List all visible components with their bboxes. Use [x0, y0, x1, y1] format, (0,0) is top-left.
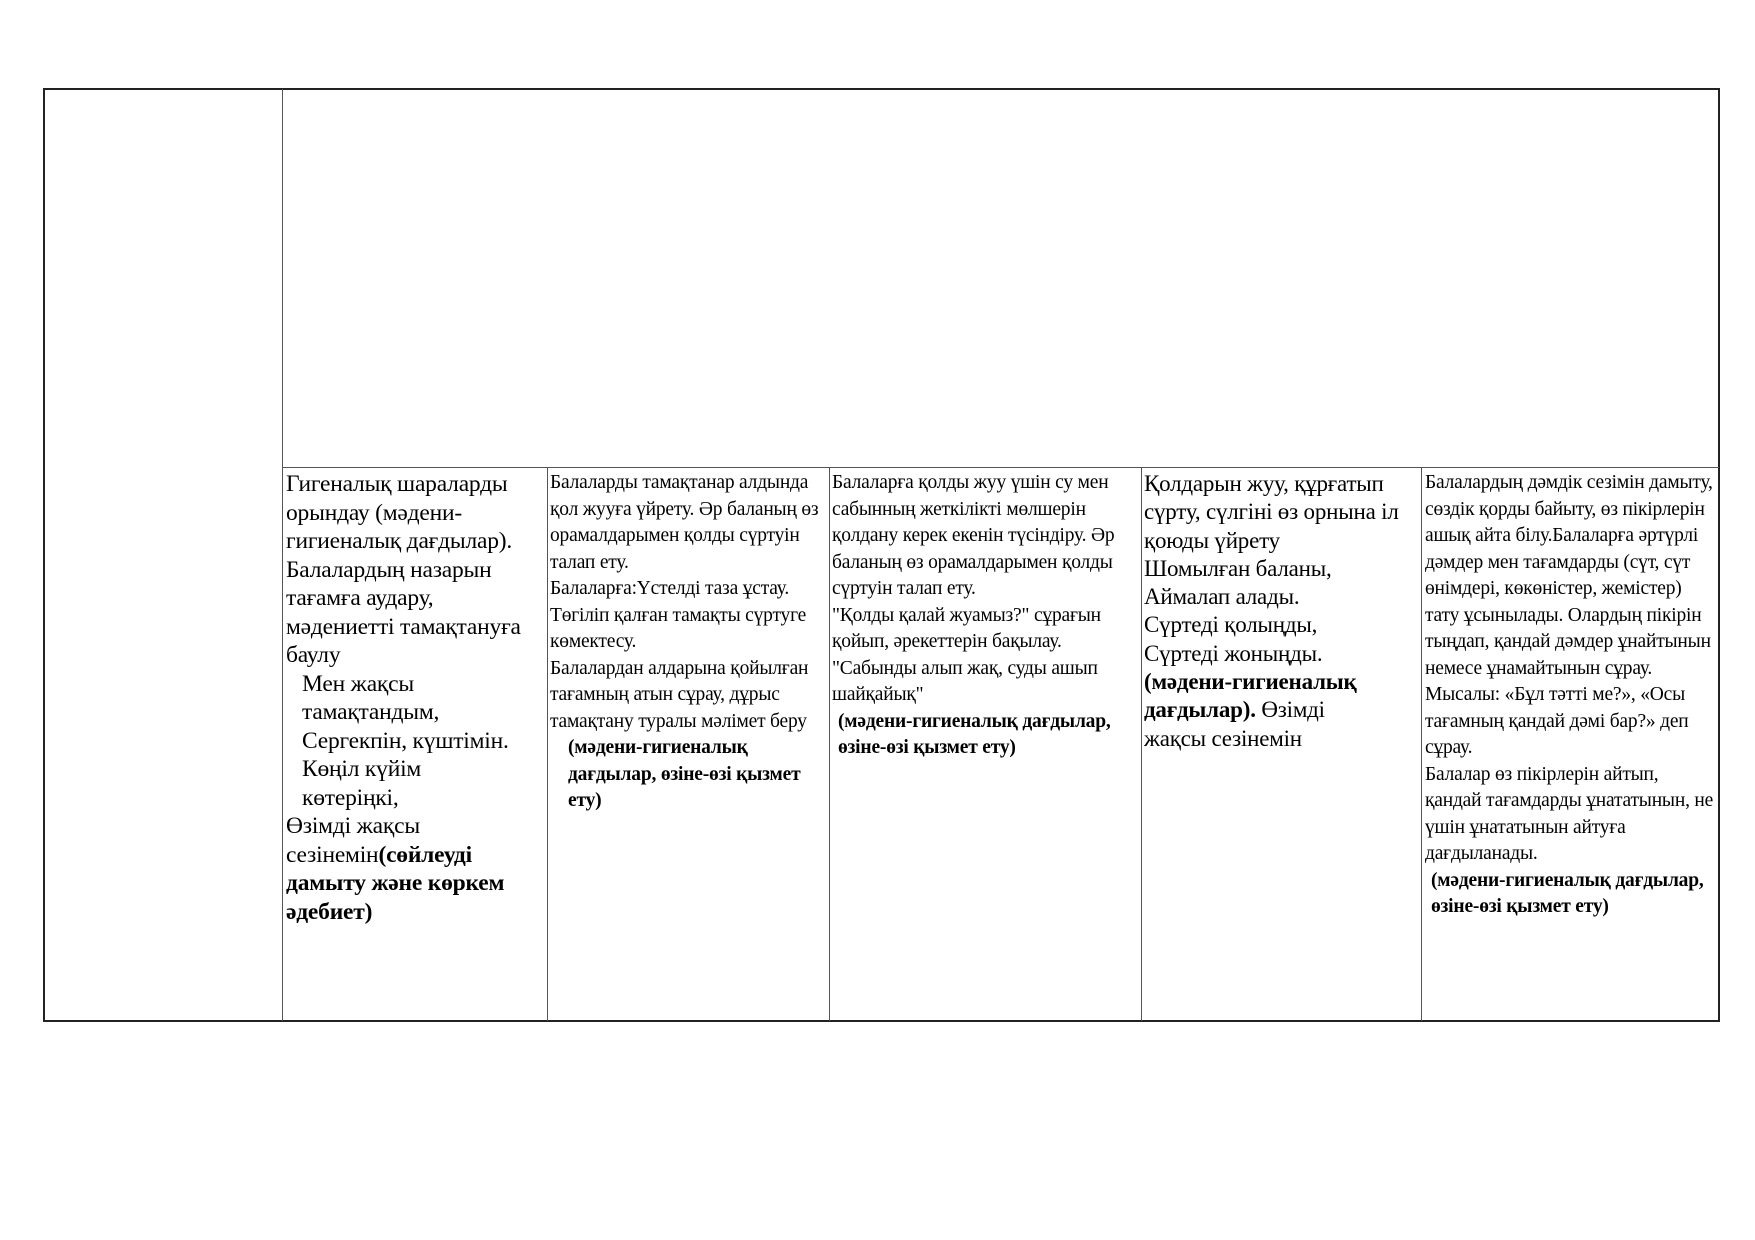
poem-line: тамақтандым, [302, 699, 440, 725]
table-cell-taste [1425, 470, 1715, 921]
cell-text-regular: Өзімді жақсы сезінемін [286, 813, 420, 868]
cell-text: Балаларға:Үстелді таза ұстау. [550, 578, 789, 599]
table-divider-left [282, 89, 283, 1021]
cell-text: "Қолды қалай жуамыз?" сұрағын қойып, әрекеттерін бақылау. [832, 604, 1101, 652]
cell-text: Балаларды тамақтанар алдында қол жууға үйрету. Әр баланың өз орамалдарымен қолды сүртуін талап ету. [550, 472, 819, 573]
cell-text: Балалардың назарын тағамға аудару, мәдениетті тамақтануға баулу [286, 556, 521, 668]
table-cell-soap [832, 470, 1138, 762]
cell-text: Балалар өз пікірлерін айтып, қандай тағамдарды ұнататынын, не үшін ұнататынын айтуға дағдыланады. [1425, 763, 1714, 864]
cell-text: Балалардың дәмдік сезімін дамыту, сөздік қорды байыту, өз пікірлерін ашық айта білу.Балаларға әртүрлі дәмдер мен тағамдарды (сүт, сүт өнімдері, көкөністер, жемістер) тату ұсынылады. Олардың пікірін тыңдап, қандай дәмдер ұнайтынын немесе ұнамайтынын сұрау. Мысалы: «Бұл тәтті ме?», «Осы тағамның қандай дәмі бар?» деп сұрау. [1425, 472, 1713, 758]
cell-line: Шомылған баланы, [1144, 555, 1332, 581]
table-divider-5 [1421, 467, 1422, 1021]
cell-text: "Сабынды алып жақ, суды ашып шайқайық" [832, 657, 1098, 705]
cell-line: Сүртеді жоныңды. [1144, 640, 1323, 666]
cell-line: Аймалап алады. [1144, 584, 1300, 610]
cell-text: Балаларға қолды жуу үшін су мен сабынның жеткілікті мөлшерін қолдану керек екенін түсіндіру. Әр баланың өз орамалдарымен қолды сүртуін талап ету. [832, 472, 1115, 599]
cell-text: Гигеналық шараларды орындау (мәдени-гигиеналық дағдылар). [286, 471, 513, 554]
table-divider-4 [1141, 467, 1142, 1021]
cell-text: Балалардан алдарына қойылған тағамның атын сұрау, дұрыс тамақтану туралы мәлімет беру [550, 657, 809, 732]
cell-text-bold: (мәдени-гигиеналық дағдылар, өзіне-өзі қызмет ету) [838, 710, 1111, 758]
table-cell-hygiene [286, 470, 542, 926]
poem-line: Мен жақсы [302, 670, 414, 697]
cell-line [1144, 696, 1419, 724]
cell-line: Сүртеді қолыңды, [1144, 612, 1318, 638]
cell-text [286, 812, 542, 926]
cell-text-bold: (сөйлеуді дамыту және көркем әдебиет) [286, 841, 505, 925]
cell-text-regular: Өзімді [1255, 697, 1325, 723]
cell-text-bold: (мәдени-гигиеналық дағдылар, өзіне-өзі қызмет ету) [1431, 869, 1704, 917]
cell-line: Қолдарын жуу, құрғатып [1144, 471, 1384, 496]
table-divider-2 [547, 467, 548, 1021]
cell-line-bold: (мәдени-гигиеналық [1144, 669, 1357, 695]
table-row-divider [282, 467, 1719, 468]
table-cell-towel [1144, 470, 1419, 753]
table-divider-3 [829, 467, 830, 1021]
cell-line: қоюды үйрету [1144, 527, 1280, 553]
poem-line: көтеріңкі, [302, 784, 399, 811]
cell-line: жақсы сезінемін [1144, 725, 1302, 751]
cell-text-bold: (мәдени-гигиеналық дағдылар, өзіне-өзі қызмет ету) [568, 737, 801, 811]
poem-line: Көңіл күйім [302, 756, 422, 782]
table-cell-handwashing [550, 470, 825, 815]
cell-line: сүрту, сүлгіні өз орнына іл [1144, 499, 1399, 525]
poem-line: Сергекпін, күштімін. [302, 727, 509, 754]
cell-text-bold: дағдылар). [1144, 697, 1256, 723]
cell-text: Төгіліп қалған тамақты сүртуге көмектесу. [550, 604, 807, 652]
